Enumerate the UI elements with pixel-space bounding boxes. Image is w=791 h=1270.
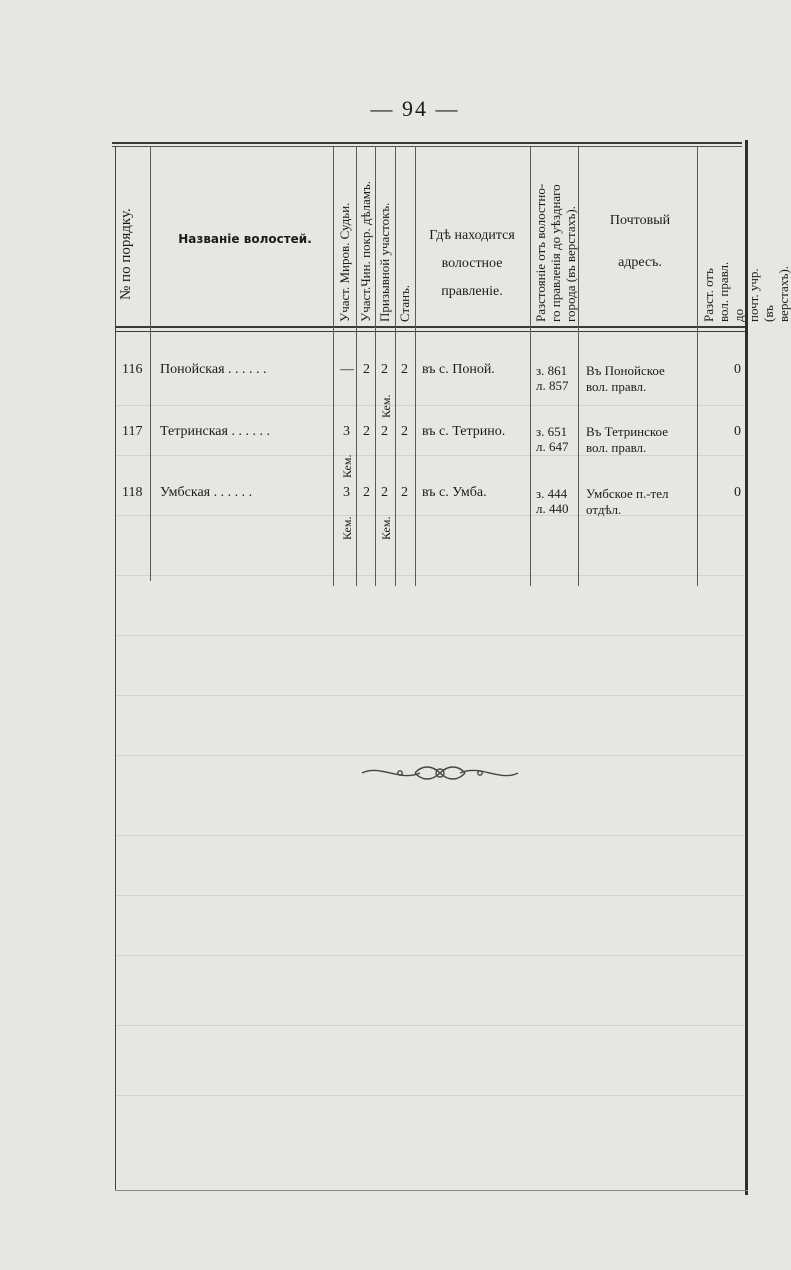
prizyv-district: 2 [381, 424, 388, 439]
header-number: № по порядку. [118, 208, 134, 300]
header-rule [115, 326, 745, 328]
distance: з. 651 л. 647 [536, 424, 569, 454]
judge-bracket-label: Кем. [340, 516, 354, 540]
chin-district: 2 [363, 424, 370, 439]
column-separator [150, 146, 151, 581]
bleed-through-lines [116, 335, 744, 1185]
column-separator [530, 146, 531, 586]
header-rule-inner [115, 331, 745, 332]
chin-bracket-label: Кем. [379, 394, 393, 418]
post-distance: 0 [734, 424, 741, 439]
header-postal-address: Почтовый адресъ. [609, 213, 671, 270]
chin-district: 2 [363, 362, 370, 377]
header-distance: Разстояніе отъ волостно- го правленія до уѣзднаго города (въ верстахъ). [533, 183, 578, 322]
header-prizyv-district: Призывной участокъ. [377, 202, 392, 322]
judge-bracket-label: Кем. [340, 454, 354, 478]
row-number: 117 [122, 424, 143, 439]
judge-district: 3 [343, 485, 350, 500]
row-number: 116 [122, 362, 143, 377]
judge-district: — [340, 362, 354, 377]
chin-district: 2 [363, 485, 370, 500]
stan: 2 [401, 362, 408, 377]
table-left-border [115, 146, 116, 1191]
row-number: 118 [122, 485, 143, 500]
distance: з. 861 л. 857 [536, 363, 569, 393]
postal-address: Въ Понойское вол. правл. [586, 363, 665, 394]
stan: 2 [401, 424, 408, 439]
header-judge-district: Участ. Миров. Судьи. [337, 202, 352, 322]
table-top-border-inner [112, 146, 742, 147]
volost-name: Понойская . . . . . . [160, 362, 267, 377]
table-top-border [112, 142, 742, 144]
column-separator [395, 146, 396, 586]
prizyv-district: 2 [381, 362, 388, 377]
prizyv-bracket-label: Кем. [379, 516, 393, 540]
table-bottom-border [115, 1190, 748, 1191]
post-distance: 0 [734, 362, 741, 377]
header-volost-name: Названіе волостей. [178, 232, 312, 246]
distance: з. 444 л. 440 [536, 486, 569, 516]
location: въ с. Тетрино. [422, 424, 506, 439]
header-location: Гдѣ находится волостное правленіе. [429, 228, 515, 299]
column-separator [415, 146, 416, 586]
column-separator [578, 146, 579, 586]
volost-name: Тетринская . . . . . . [160, 424, 270, 439]
prizyv-district: 2 [381, 485, 388, 500]
location: въ с. Поной. [422, 362, 495, 377]
postal-address: Умбское п.-тел отдѣл. [586, 486, 669, 517]
header-chin-district: Участ.Чин. покр. дѣламъ. [358, 180, 373, 322]
header-stan: Станъ. [397, 284, 412, 322]
post-distance: 0 [734, 485, 741, 500]
page-number: — 94 — [370, 96, 460, 121]
header-post-distance: Разст. отъ вол. правл. до почт. учр. (въ верстахъ). [701, 261, 791, 322]
stan: 2 [401, 485, 408, 500]
column-separator [333, 146, 334, 586]
ornament-divider [360, 762, 520, 788]
postal-address: Въ Тетринское вол. правл. [586, 424, 668, 455]
volost-name: Умбская . . . . . . [160, 485, 253, 500]
location: въ с. Умба. [422, 485, 487, 500]
judge-district: 3 [343, 424, 350, 439]
column-separator [375, 146, 376, 586]
column-separator [697, 146, 698, 586]
column-separator [356, 146, 357, 586]
